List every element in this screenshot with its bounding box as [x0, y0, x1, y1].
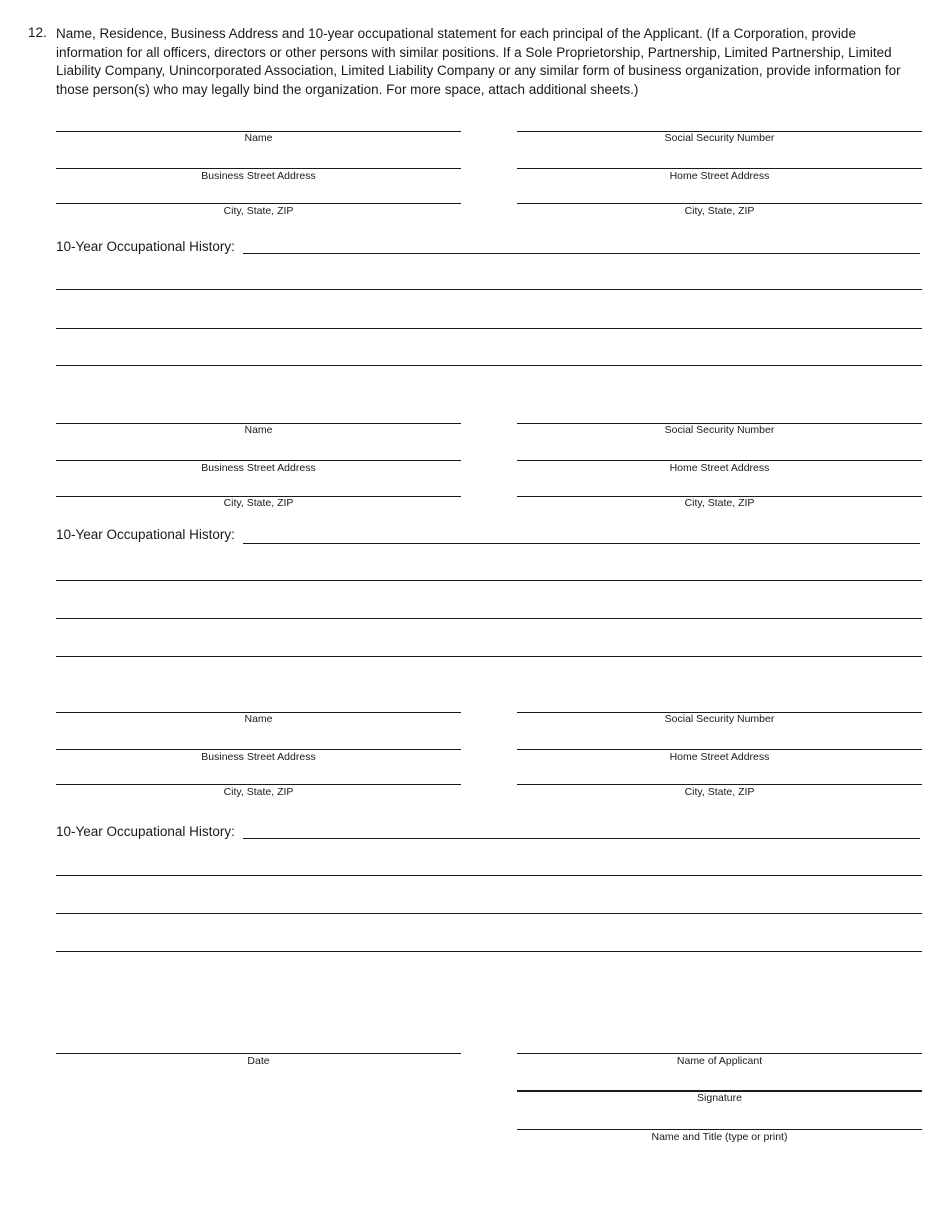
business-address-field[interactable]	[56, 168, 461, 169]
item-number: 12.	[28, 25, 47, 40]
business-city-label: City, State, ZIP	[223, 205, 294, 217]
business-address-label: Business Street Address	[201, 170, 316, 182]
history-line-4[interactable]	[56, 951, 922, 952]
business-address-label: Business Street Address	[201, 462, 316, 474]
applicant-name-label: Name of Applicant	[676, 1055, 763, 1067]
history-label: 10-Year Occupational History:	[56, 527, 235, 542]
home-address-label: Home Street Address	[669, 462, 770, 474]
history-line-1[interactable]	[243, 543, 920, 544]
history-line-2[interactable]	[56, 580, 922, 581]
home-city-label: City, State, ZIP	[684, 786, 755, 798]
business-city-label: City, State, ZIP	[223, 786, 294, 798]
name-label: Name	[244, 713, 273, 725]
signature-label: Signature	[697, 1092, 742, 1104]
business-address-field[interactable]	[56, 460, 461, 461]
home-city-field[interactable]	[517, 784, 922, 785]
history-line-3[interactable]	[56, 913, 922, 914]
home-city-field[interactable]	[517, 203, 922, 204]
history-line-4[interactable]	[56, 365, 922, 366]
name-title-label: Name and Title (type or print)	[651, 1131, 788, 1143]
item-instructions: Name, Residence, Business Address and 10-year occupational statement for each principal of the Applicant. (If a Corporation, provide information for all officers, directors or other persons with similar positions. If a Sole Proprietorship, Partnership, Limited Partnership, Limited Liability Company, Unincorporated Association, Limited Liability Company or any similar form of business organization, provide information for those person(s) who may legally bind the organization. For more space, attach additional sheets.)	[56, 26, 901, 97]
home-address-label: Home Street Address	[669, 170, 770, 182]
ssn-label: Social Security Number	[664, 713, 775, 725]
home-city-label: City, State, ZIP	[684, 497, 755, 509]
business-city-field[interactable]	[56, 203, 461, 204]
history-line-3[interactable]	[56, 618, 922, 619]
date-label: Date	[247, 1055, 270, 1067]
name-title-field[interactable]	[517, 1129, 922, 1130]
history-line-3[interactable]	[56, 328, 922, 329]
name-label: Name	[244, 424, 273, 436]
business-city-label: City, State, ZIP	[223, 497, 294, 509]
business-city-field[interactable]	[56, 784, 461, 785]
history-line-4[interactable]	[56, 656, 922, 657]
history-line-2[interactable]	[56, 875, 922, 876]
home-address-field[interactable]	[517, 749, 922, 750]
history-line-1[interactable]	[243, 253, 920, 254]
applicant-name-field[interactable]	[517, 1053, 922, 1054]
date-field[interactable]	[56, 1053, 461, 1054]
history-line-1[interactable]	[243, 838, 920, 839]
home-address-label: Home Street Address	[669, 751, 770, 763]
home-address-field[interactable]	[517, 168, 922, 169]
history-label: 10-Year Occupational History:	[56, 824, 235, 839]
ssn-label: Social Security Number	[664, 424, 775, 436]
ssn-label: Social Security Number	[664, 132, 775, 144]
name-label: Name	[244, 132, 273, 144]
history-label: 10-Year Occupational History:	[56, 239, 235, 254]
history-line-2[interactable]	[56, 289, 922, 290]
business-address-label: Business Street Address	[201, 751, 316, 763]
home-address-field[interactable]	[517, 460, 922, 461]
business-address-field[interactable]	[56, 749, 461, 750]
home-city-label: City, State, ZIP	[684, 205, 755, 217]
